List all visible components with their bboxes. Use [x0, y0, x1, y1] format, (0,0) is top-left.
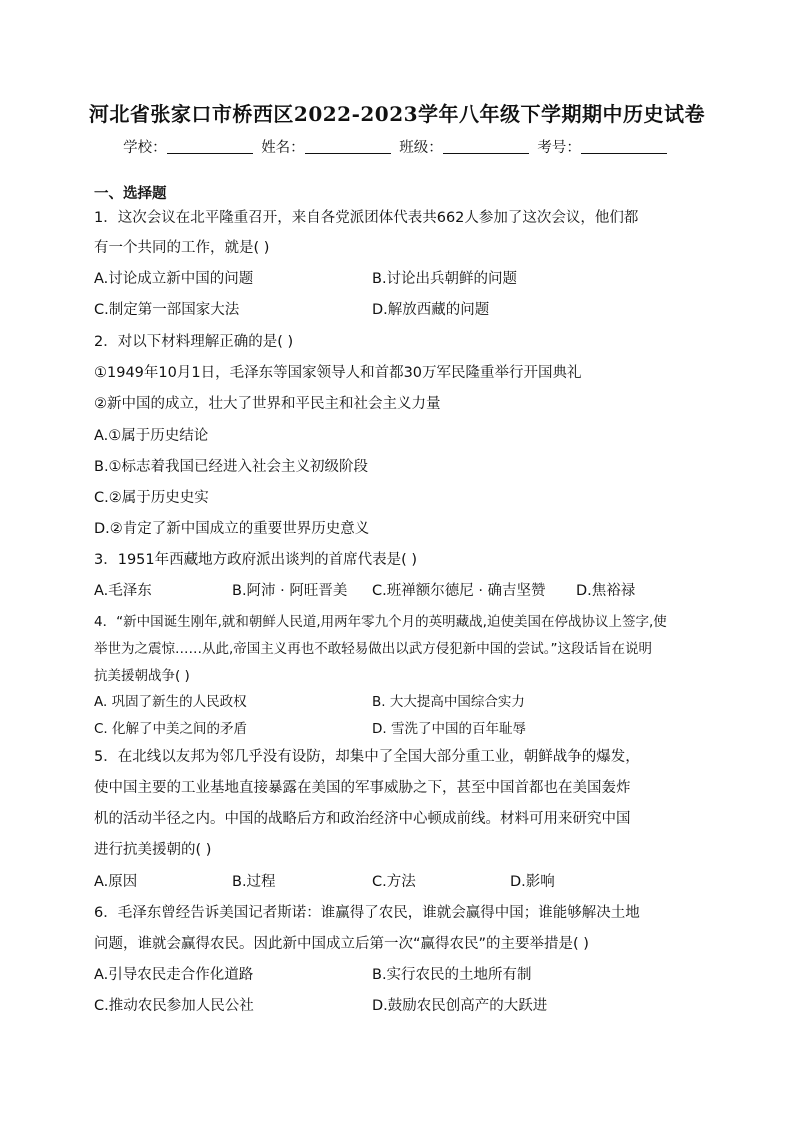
question-3-stem: 3．1951年西藏地方政府派出谈判的首席代表是( ) [94, 552, 418, 568]
question-5-stem-line-2: 使中国主要的工业基地直接暴露在美国的军事威胁之下，甚至中国首都也在美国轰炸 [94, 780, 631, 796]
question-6-option-a: A.引导农民走合作化道路 [94, 967, 254, 983]
question-2-stem: 2．对以下材料理解正确的是( ) [94, 334, 294, 350]
name-label: 姓名： [261, 140, 305, 156]
student-info-line [0, 136, 794, 157]
school-blank [167, 139, 253, 154]
question-3-option-d: D.焦裕禄 [576, 583, 636, 599]
question-1-stem-line-1: 1．这次会议在北平隆重召开，来自各党派团体代表共662人参加了这次会议，他们都 [94, 210, 639, 226]
question-2-option-a: A.①属于历史结论 [94, 428, 209, 444]
question-2-material-1: ①1949年10月1日，毛泽东等国家领导人和首都30万军民隆重举行开国典礼 [94, 365, 582, 381]
question-4-option-c: C. 化解了中美之间的矛盾 [94, 721, 248, 737]
question-4-option-a: A. 巩固了新生的人民政权 [94, 694, 247, 710]
question-1-option-d: D.解放西藏的问题 [372, 302, 490, 318]
section-heading: 一、选择题 [94, 186, 167, 202]
question-6-option-c: C.推动农民参加人民公社 [94, 998, 254, 1014]
question-2-option-c: C.②属于历史史实 [94, 490, 209, 506]
question-4-option-d: D. 雪洗了中国的百年耻辱 [372, 721, 526, 737]
page-title: 河北省张家口市桥西区2022-2023学年八年级下学期期中历史试卷 [88, 102, 706, 126]
question-2-option-b: B.①标志着我国已经进入社会主义初级阶段 [94, 459, 369, 475]
question-5-option-b: B.过程 [232, 874, 276, 890]
question-2-option-d: D.②肯定了新中国成立的重要世界历史意义 [94, 521, 370, 537]
question-3-option-a: A.毛泽东 [94, 583, 152, 599]
question-4-stem-line-3: 抗美援朝战争( ) [94, 668, 190, 684]
question-5-stem-line-3: 机的活动半径之内。中国的战略后方和政治经济中心顿成前线。材料可用来研究中国 [94, 811, 631, 827]
name-blank [305, 139, 391, 154]
question-3-option-b: B.阿沛 · 阿旺晋美 [232, 583, 348, 599]
class-blank [443, 139, 529, 154]
question-4-stem-line-1: 4．“新中国诞生刚年,就和朝鲜人民道,用两年零九个月的英明藏战,迫使美国在停战协议上签字,使 [94, 614, 667, 630]
question-5-stem-line-1: 5．在北线以友邦为邻几乎没有设防，却集中了全国大部分重工业，朝鲜战争的爆发， [94, 749, 640, 765]
question-6-stem-line-1: 6．毛泽东曾经告诉美国记者斯诺：谁赢得了农民，谁就会赢得中国；谁能够解决土地 [94, 905, 640, 921]
question-3-option-c: C.班禅额尔德尼 · 确吉坚赞 [372, 583, 546, 599]
question-1-option-a: A.讨论成立新中国的问题 [94, 271, 254, 287]
question-4-option-b: B. 大大提高中国综合实力 [372, 694, 525, 710]
school-label: 学校： [123, 140, 167, 156]
class-label: 班级： [399, 140, 443, 156]
question-1-stem-line-2: 有一个共同的工作，就是( ) [94, 240, 270, 256]
question-5-option-d: D.影响 [510, 874, 555, 890]
question-5-option-c: C.方法 [372, 874, 416, 890]
question-1-option-c: C.制定第一部国家大法 [94, 302, 240, 318]
question-5-option-a: A.原因 [94, 874, 138, 890]
exam-number-blank [581, 139, 667, 154]
question-6-option-d: D.鼓励农民创高产的大跃进 [372, 998, 548, 1014]
question-6-option-b: B.实行农民的土地所有制 [372, 967, 532, 983]
exam-number-label: 考号： [537, 140, 581, 156]
question-6-stem-line-2: 问题，谁就会赢得农民。因此新中国成立后第一次“赢得农民”的主要举措是( ) [94, 936, 589, 952]
question-5-stem-line-4: 进行抗美援朝的( ) [94, 842, 212, 858]
question-1-option-b: B.讨论出兵朝鲜的问题 [372, 271, 518, 287]
question-4-stem-line-2: 举世为之震惊……从此,帝国主义再也不敢轻易做出以武方侵犯新中国的尝试。”这段话旨在说明 [94, 641, 653, 657]
question-2-material-2: ②新中国的成立，壮大了世界和平民主和社会主义力量 [94, 396, 441, 412]
